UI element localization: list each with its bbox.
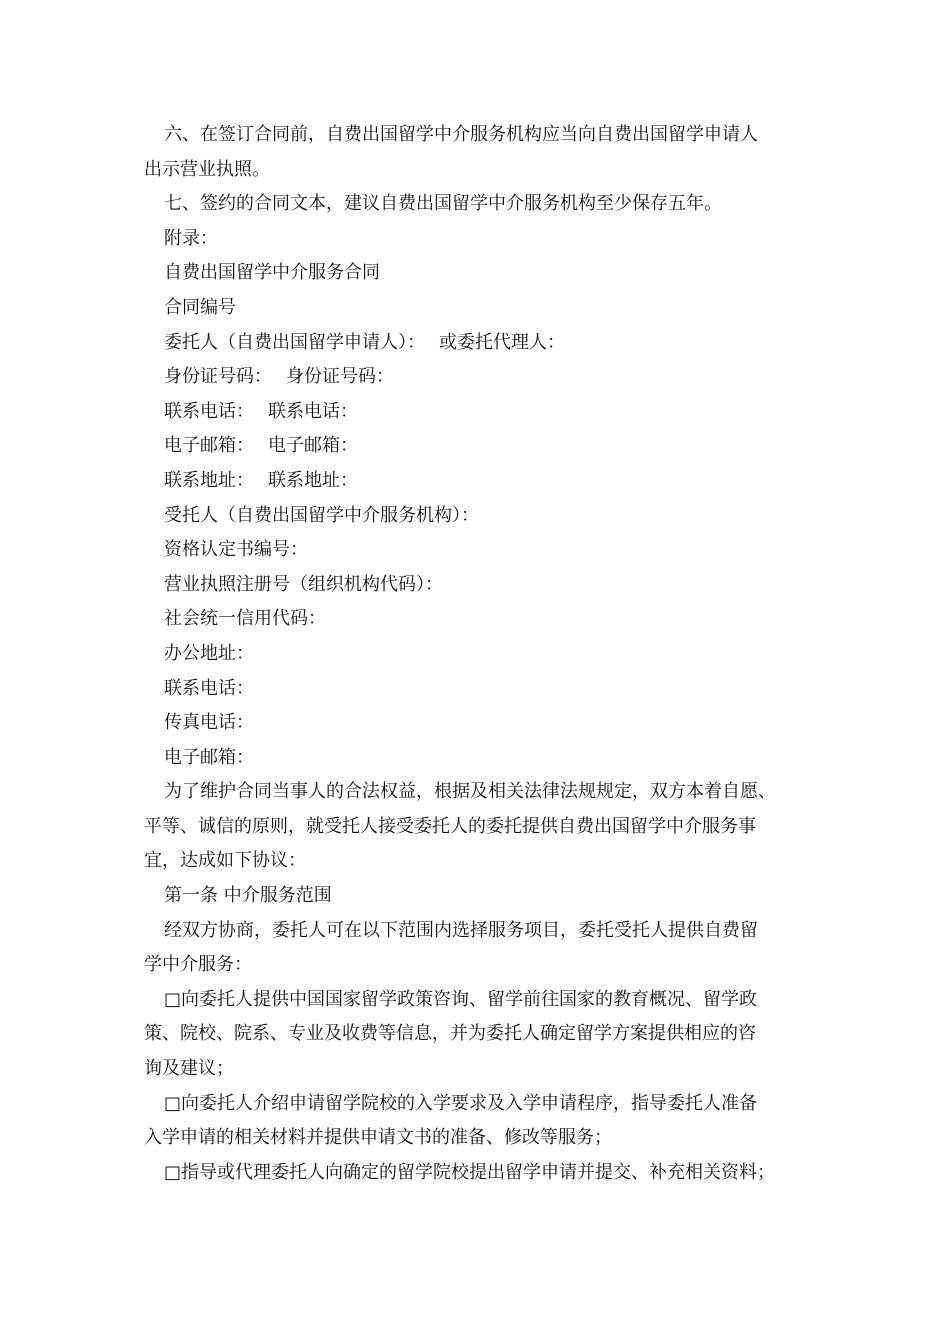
checkbox-item-continuation: 策、院校、院系、专业及收费等信息，并为委托人确定留学方案提供相应的咨 [144, 1023, 756, 1045]
field-credit-code: 社会统一信用代码： [164, 608, 326, 630]
field-email: 电子邮箱： [164, 746, 254, 768]
article-text: 学中介服务： [144, 954, 252, 976]
checkbox-item-application-guidance: □向委托人介绍申请留学院校的入学要求及入学申请程序，指导委托人准备 [164, 1092, 758, 1114]
field-label: 联系地址： [164, 469, 254, 491]
paragraph: 六、在签订合同前，自费出国留学中介服务机构应当向自费出国留学申请人 [164, 124, 758, 145]
field-label: 电子邮箱： [268, 435, 358, 457]
field-label: 身份证号码： [164, 366, 272, 388]
checkbox-item-continuation: 入学申请的相关材料并提供申请文书的准备、修改等服务； [144, 1127, 612, 1149]
field-label: 联系电话： [268, 400, 358, 422]
field-pair-email [144, 429, 806, 464]
field-license-number: 营业执照注册号（组织机构代码）： [164, 573, 443, 595]
contract-title: 自费出国留学中介服务合同 [164, 262, 380, 284]
appendix-label: 附录： [164, 227, 218, 249]
field-label: 联系地址： [268, 469, 358, 491]
preamble-line: 宜，达成如下协议： [144, 850, 306, 872]
field-pair-phone [144, 395, 806, 430]
field-fax: 传真电话： [164, 712, 254, 734]
field-office-address: 办公地址： [164, 642, 254, 664]
checkbox-item-agency-submission: □指导或代理委托人向确定的留学院校提出留学申请并提交、补充相关资料； [164, 1161, 776, 1183]
field-label: 联系电话： [164, 400, 254, 422]
field-certificate-number: 资格认定书编号： [164, 539, 308, 561]
article-text: 经双方协商，委托人可在以下范围内选择服务项目，委托受托人提供自费留 [164, 919, 758, 941]
document-body [144, 118, 806, 1190]
article-heading: 第一条 中介服务范围 [164, 885, 332, 907]
field-label: 身份证号码： [286, 366, 394, 388]
preamble-line: 平等、诚信的原则，就受托人接受委托人的委托提供自费出国留学中介服务事 [144, 815, 756, 837]
field-label: 电子邮箱： [164, 435, 254, 457]
checkbox-item-consulting: □向委托人提供中国国家留学政策咨询、留学前往国家的教育概况、留学政 [164, 988, 758, 1010]
field-pair-client [144, 326, 806, 361]
paragraph: 七、签约的合同文本，建议自费出国留学中介服务机构至少保存五年。 [164, 193, 722, 215]
field-label: 委托人（自费出国留学申请人）： [164, 331, 425, 353]
checkbox-item-continuation: 询及建议； [144, 1058, 234, 1080]
preamble-line: 为了维护合同当事人的合法权益，根据及相关法律法规规定，双方本着自愿、 [164, 781, 776, 803]
field-contact-phone: 联系电话： [164, 677, 254, 699]
field-trustee: 受托人（自费出国留学中介服务机构）： [164, 504, 479, 526]
field-pair-id [144, 360, 806, 395]
field-pair-address [144, 464, 806, 499]
contract-number-label: 合同编号 [164, 296, 236, 318]
paragraph-continuation: 出示营业执照。 [144, 158, 270, 180]
field-label: 或委托代理人： [439, 331, 565, 353]
